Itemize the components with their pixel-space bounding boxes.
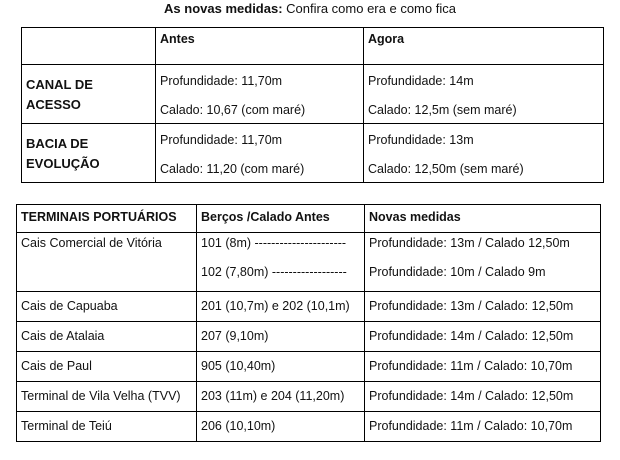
antes-cell [156, 65, 364, 124]
table-row [17, 322, 601, 352]
agora-depth: Profundidade: 14m [368, 74, 474, 88]
table-row [22, 65, 604, 124]
bercos-cell [197, 233, 365, 292]
label-line-1: CANAL DE [26, 77, 93, 92]
berco-102: 102 (7,80m) ------------------ [201, 265, 347, 279]
novas-cell: Profundidade: 11m / Calado: 10,70m [365, 352, 601, 382]
antes-draft: Calado: 10,67 (com maré) [160, 103, 306, 117]
row-label [22, 124, 156, 183]
terminal-name: Cais Comercial de Vitória [17, 233, 197, 292]
channel-table-header [22, 28, 604, 65]
header-bercos: Berços /Calado Antes [197, 205, 365, 233]
bercos-cell: 201 (10,7m) e 202 (10,1m) [197, 292, 365, 322]
label-line-2: EVOLUÇÃO [26, 156, 100, 171]
antes-depth: Profundidade: 11,70m [160, 74, 283, 88]
novas-cell: Profundidade: 14m / Calado: 12,50m [365, 322, 601, 352]
berco-101: 101 (8m) ---------------------- [201, 236, 347, 250]
label-line-2: ACESSO [26, 97, 81, 112]
bercos-cell: 207 (9,10m) [197, 322, 365, 352]
table-row [17, 233, 601, 292]
header-terminais: TERMINAIS PORTUÁRIOS [17, 205, 197, 233]
terminal-name: Cais de Capuaba [17, 292, 197, 322]
table-row [17, 352, 601, 382]
channel-table [21, 27, 604, 183]
table-row [22, 124, 604, 183]
channel-header-agora: Agora [364, 28, 604, 65]
novas-cell: Profundidade: 13m / Calado: 12,50m [365, 292, 601, 322]
antes-depth: Profundidade: 11,70m [160, 133, 283, 147]
novas-cell: Profundidade: 14m / Calado: 12,50m [365, 382, 601, 412]
document-title [0, 1, 620, 17]
channel-header-empty [22, 28, 156, 65]
novas-cell [365, 233, 601, 292]
bercos-cell: 206 (10,10m) [197, 412, 365, 442]
agora-cell [364, 65, 604, 124]
table-row [17, 292, 601, 322]
novas-102: Profundidade: 10m / Calado 9m [369, 265, 546, 279]
bercos-cell: 203 (11m) e 204 (11,20m) [197, 382, 365, 412]
agora-cell [364, 124, 604, 183]
header-novas: Novas medidas [365, 205, 601, 233]
terminals-table [16, 204, 601, 442]
table-row [17, 412, 601, 442]
novas-cell: Profundidade: 11m / Calado: 10,70m [365, 412, 601, 442]
terminal-name: Terminal de Teiú [17, 412, 197, 442]
title-rest: Confira como era e como fica [282, 1, 456, 16]
antes-draft: Calado: 11,20 (com maré) [160, 162, 305, 176]
novas-101: Profundidade: 13m / Calado 12,50m [369, 236, 570, 250]
agora-draft: Calado: 12,50m (sem maré) [368, 162, 524, 176]
channel-header-antes: Antes [156, 28, 364, 65]
terminals-table-header [17, 205, 601, 233]
antes-cell [156, 124, 364, 183]
terminal-name: Terminal de Vila Velha (TVV) [17, 382, 197, 412]
row-label [22, 65, 156, 124]
table-row [17, 382, 601, 412]
label-line-1: BACIA DE [26, 136, 89, 151]
terminal-name: Cais de Atalaia [17, 322, 197, 352]
agora-depth: Profundidade: 13m [368, 133, 474, 147]
agora-draft: Calado: 12,5m (sem maré) [368, 103, 517, 117]
title-bold: As novas medidas: [164, 1, 283, 16]
terminal-name: Cais de Paul [17, 352, 197, 382]
bercos-cell: 905 (10,40m) [197, 352, 365, 382]
